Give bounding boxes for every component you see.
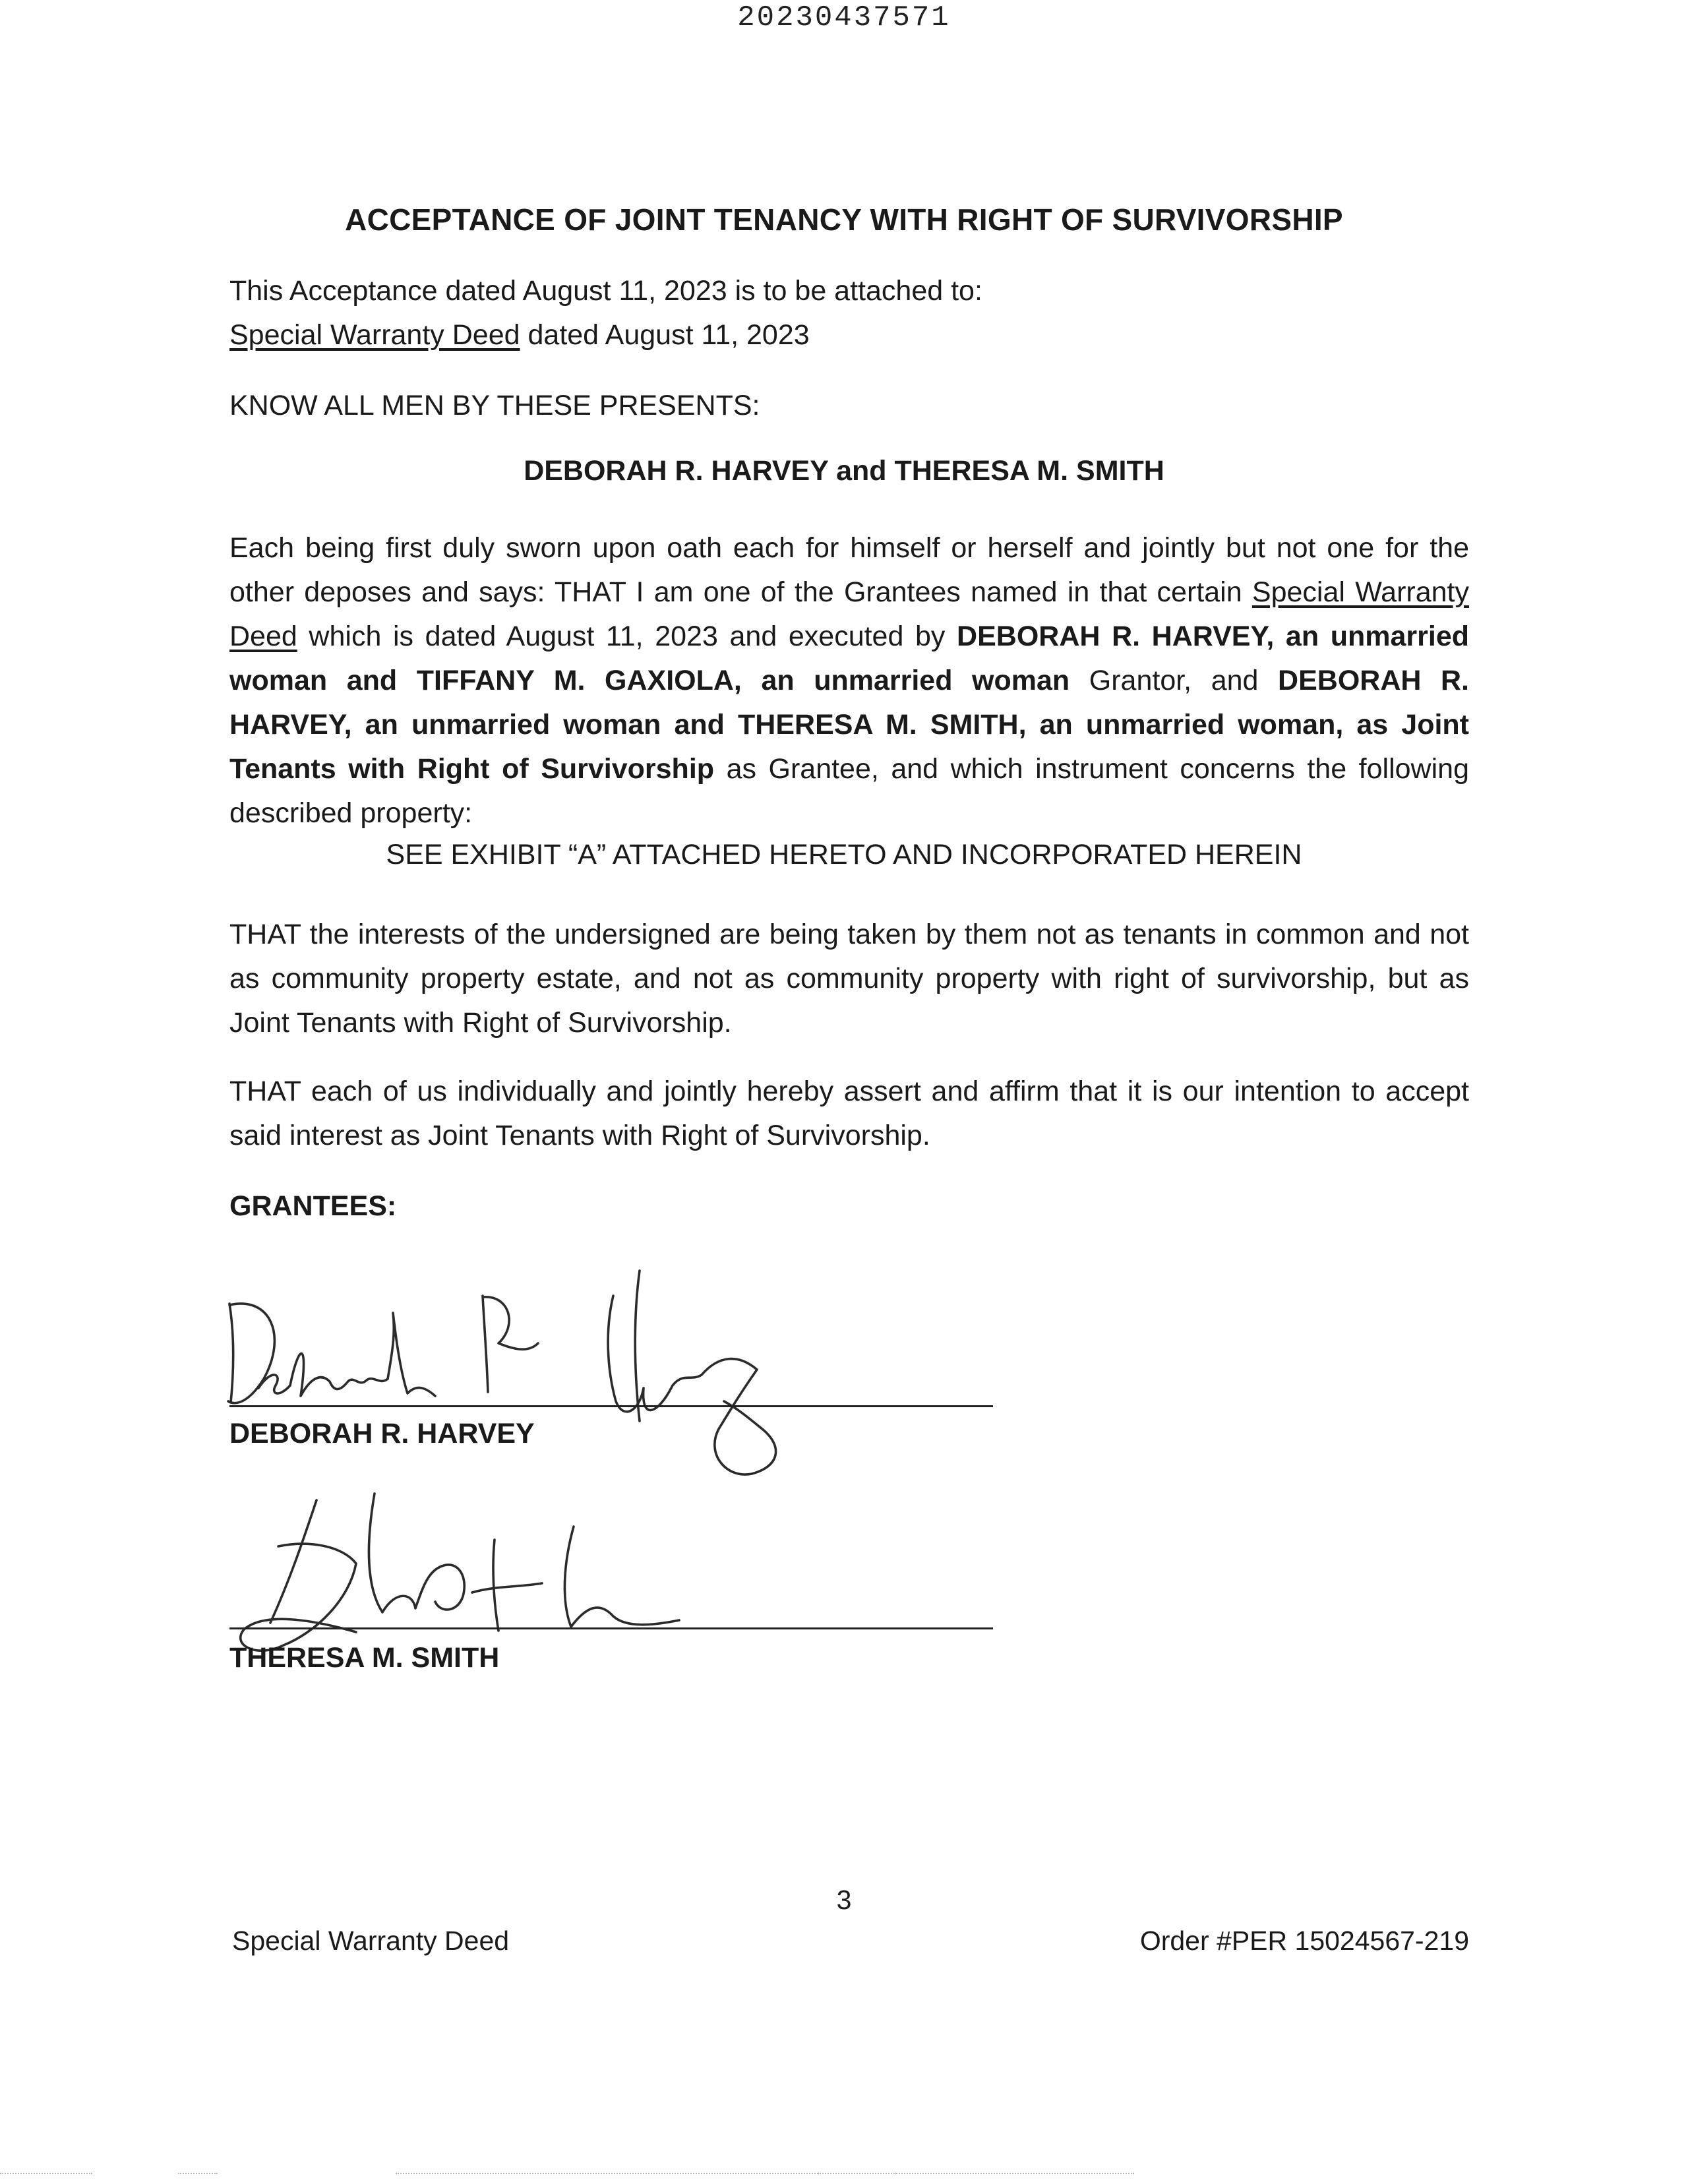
grantor-names: DEBORAH R. HARVEY, an unmarried woman and TIFFANY M. GAXIOLA, an unmarried woman xyxy=(229,621,1469,696)
signature-line-1 xyxy=(229,1405,993,1407)
signature-line-2 xyxy=(229,1627,993,1629)
intro-line-2: Special Warranty Deed dated August 11, 2023 xyxy=(229,319,810,351)
record-number: 20230437571 xyxy=(737,1,951,34)
footer-right: Order #PER 15024567-219 xyxy=(1139,1926,1469,1956)
deed-reference: Special Warranty Deed xyxy=(229,319,520,351)
know-all-men: KNOW ALL MEN BY THESE PRESENTS: xyxy=(229,390,760,421)
grantees-label: GRANTEES: xyxy=(229,1190,397,1222)
signatory-name-2: THERESA M. SMITH xyxy=(229,1642,500,1674)
intro-block xyxy=(229,269,1469,357)
document-title: ACCEPTANCE OF JOINT TENANCY WITH RIGHT OF SURVIVORSHIP xyxy=(345,202,1343,237)
deed-reference-inline: Special Warranty Deed xyxy=(229,576,1470,652)
grantee-names: DEBORAH R. HARVEY, an unmarried woman and THERESA M. SMITH, an unmarried woman, as Joint Tenants with Right of Survivorship xyxy=(229,665,1470,785)
signature-theresa-smith xyxy=(218,1467,758,1665)
scan-artifact xyxy=(818,2173,1134,2174)
body-paragraph-1: Each being first duly sworn upon oath each for himself or herself and jointly but not one for the other deposes and says: THAT I am one of the Grantees named in that certain Special Warranty Deed which is dated August 11, 2023 and executed by DEBORAH R. HARVEY, an unmarried woman and TIFFANY M. GAXIOLA, an unmarried woman Grantor, and DEBORAH R. HARVEY, an unmarried woman and THERESA M. SMITH, an unmarried woman, as Joint Tenants with Right of Survivorship as Grantee, and which instrument concerns the following described property: xyxy=(229,532,1470,829)
body-paragraph-3: THAT each of us individually and jointly hereby assert and affirm that it is our intention to accept said interest as Joint Tenants with Right of Survivorship. xyxy=(229,1076,1469,1151)
intro-line-1: This Acceptance dated August 11, 2023 is to be attached to: xyxy=(229,275,982,307)
signatory-name-1: DEBORAH R. HARVEY xyxy=(229,1418,535,1449)
scan-artifact xyxy=(178,2173,218,2174)
page-number: 3 xyxy=(836,1885,852,1915)
exhibit-line: SEE EXHIBIT “A” ATTACHED HERETO AND INCORPORATED HEREIN xyxy=(386,839,1302,870)
body-paragraph-2: THAT the interests of the undersigned are being taken by them not as tenants in common and not as community property estate, and not as community property with right of survivorship, but as Joint Tenants with Right of Survivorship. xyxy=(229,919,1469,1039)
parties-heading: DEBORAH R. HARVEY and THERESA M. SMITH xyxy=(524,455,1164,487)
scan-artifact xyxy=(0,2173,92,2174)
footer-left: Special Warranty Deed xyxy=(232,1926,510,1956)
